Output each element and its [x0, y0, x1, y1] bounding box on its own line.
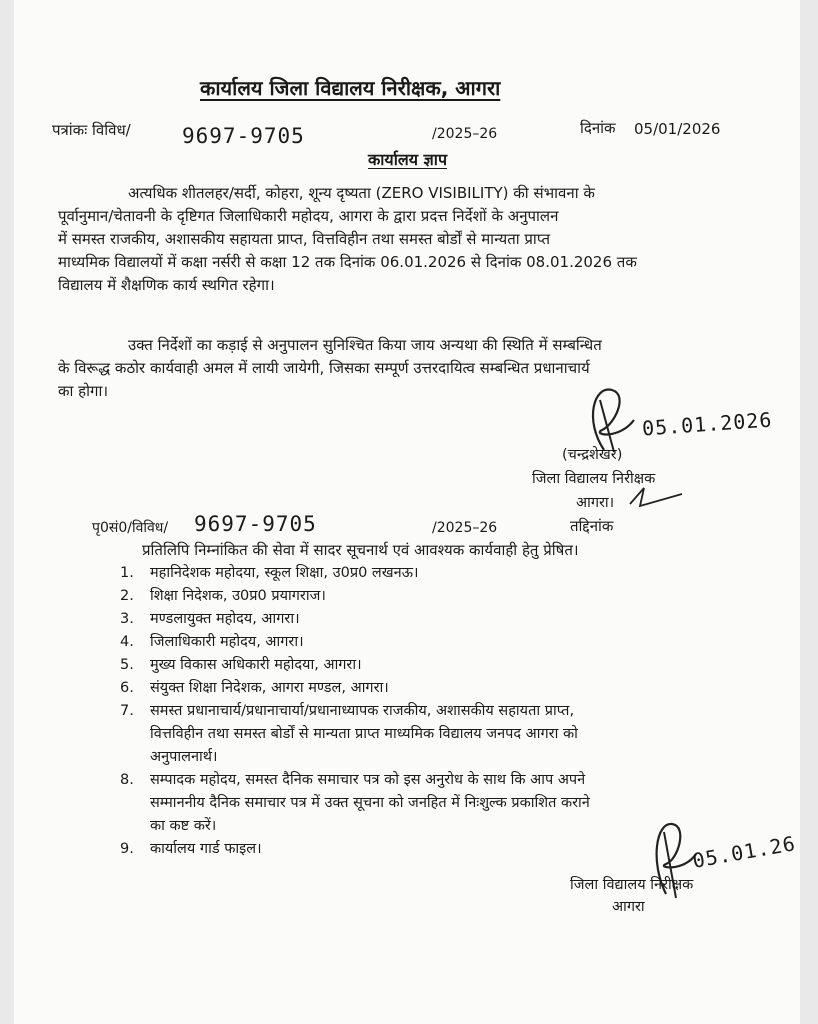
- distribution-list-item: [120, 585, 780, 608]
- distribution-list-item: [120, 654, 780, 677]
- list-item-number: 8.: [120, 772, 134, 788]
- document-page: [14, 0, 800, 1024]
- list-item-number: 9.: [120, 841, 134, 857]
- para1-line: में समस्त राजकीय, अशासकीय सहायता प्राप्त, वित्तविहीन तथा समस्त बोर्डों से मान्यता प्राप्त: [58, 230, 550, 248]
- signer-name: (चन्द्रशेखर): [562, 447, 623, 463]
- memo-title: कार्यालय ज्ञाप: [368, 150, 448, 169]
- para2-line: के विरूद्ध कठोर कार्यवाही अमल में लायी जायेगी, जिसका सम्पूर्ण उत्तरदायित्व सम्बन्धित प्रधानाचार्य: [58, 359, 590, 377]
- list-item-number: 7.: [120, 703, 134, 719]
- list-item-text: जिलाधिकारी महोदय, आगरा।: [150, 634, 304, 650]
- list-item-text: मुख्य विकास अधिकारी महोदया, आगरा।: [150, 657, 362, 673]
- list-item-number: 5.: [120, 657, 134, 673]
- para1-line: पूर्वानुमान/चेतावनी के दृष्टिगत जिलाधिकारी महोदय, आगरा के द्वारा प्रदत्त निर्देशों के अनुपालन: [58, 207, 559, 225]
- ref-number-handwritten: 9697-9705: [182, 124, 305, 148]
- list-item-number: 3.: [120, 611, 134, 627]
- ref-prefix: पत्रांकः विविध/: [52, 121, 131, 139]
- signer-place: आगरा।: [576, 495, 615, 511]
- date-label: दिनांक: [580, 119, 616, 137]
- ref-year: /2025–26: [432, 126, 498, 142]
- distribution-list-item: [120, 631, 780, 654]
- list-item-number: 2.: [120, 588, 134, 604]
- distribution-list-item: [120, 700, 780, 769]
- list-item-text: मण्डलायुक्त महोदय, आगरा।: [150, 611, 300, 627]
- copy-ref-number-handwritten: 9697-9705: [194, 512, 317, 536]
- para2-line: उक्त निर्देशों का कड़ाई से अनुपालन सुनिश्चित किया जाय अन्यथा की स्थिति में सम्बन्धित: [128, 336, 602, 354]
- list-item-text: सम्पादक महोदय, समस्त दैनिक समाचार पत्र को इस अनुरोध के साथ कि आप अपने: [150, 772, 586, 788]
- list-item-number: 1.: [120, 565, 134, 581]
- distribution-list-item: [120, 562, 780, 585]
- list-item-number: 4.: [120, 634, 134, 650]
- distribution-list-item: [120, 677, 780, 700]
- para1-line: अत्यधिक शीतलहर/सर्दी, कोहरा, शून्य दृष्यता (ZERO VISIBILITY) की संभावना के: [128, 184, 595, 202]
- list-item-text: समस्त प्रधानाचार्य/प्रधानाचार्या/प्रधानाध्यापक राजकीय, अशासकीय सहायता प्राप्त,: [150, 703, 575, 719]
- signer-2-designation: जिला विद्यालय निरीक्षक: [570, 877, 694, 893]
- list-item-text: सम्माननीय दैनिक समाचार पत्र में उक्त सूचना को जनहित में निःशुल्क प्रकाशित कराने: [150, 795, 590, 811]
- signer-designation: जिला विद्यालय निरीक्षक: [532, 471, 656, 487]
- paragraph-1: [58, 182, 778, 297]
- copy-same-date: तद्दिनांक: [570, 517, 614, 535]
- para2-line: का होगा।: [58, 382, 109, 400]
- copy-intro: प्रतिलिपि निम्नांकित की सेवा में सादर सूचनार्थ एवं आवश्यक कार्यवाही हेतु प्रेषित।: [142, 541, 579, 559]
- para1-line: माध्यमिक विद्यालयों में कक्षा नर्सरी से कक्षा 12 तक दिनांक 06.01.2026 से दिनांक 08.01.2026 तक: [58, 253, 637, 271]
- initial-scrawl: [626, 484, 686, 510]
- distribution-list-item: [120, 608, 780, 631]
- signature-2-handwritten-date: 05.01.26: [690, 831, 798, 873]
- list-item-text: का कष्ट करें।: [150, 818, 217, 834]
- paragraph-2: [58, 334, 778, 403]
- signature-1-handwritten-date: 05.01.2026: [641, 407, 774, 441]
- office-title: कार्यालय जिला विद्यालय निरीक्षक, आगरा: [200, 76, 501, 100]
- signer-2-place: आगरा: [612, 899, 645, 915]
- list-item-text: महानिदेशक महोदया, स्कूल शिक्षा, उ0प्र0 लखनऊ।: [150, 565, 419, 581]
- copy-ref-year: /2025–26: [432, 520, 498, 536]
- copy-ref-prefix: पृ0सं0/विविध/: [92, 520, 169, 536]
- list-item-text: शिक्षा निदेशक, उ0प्र0 प्रयागराज।: [150, 588, 326, 604]
- list-item-text: अनुपालनार्थ।: [150, 749, 218, 765]
- list-item-number: 6.: [120, 680, 134, 696]
- list-item-text: संयुक्त शिक्षा निदेशक, आगरा मण्डल, आगरा।: [150, 680, 389, 696]
- list-item-text: कार्यालय गार्ड फाइल।: [150, 841, 262, 857]
- para1-line: विद्यालय में शैक्षणिक कार्य स्थगित रहेगा।: [58, 276, 275, 294]
- date-value: 05/01/2026: [634, 120, 721, 138]
- list-item-text: वित्तविहीन तथा समस्त बोर्डों से मान्यता प्राप्त माध्यमिक विद्यालय जनपद आगरा को: [150, 726, 578, 742]
